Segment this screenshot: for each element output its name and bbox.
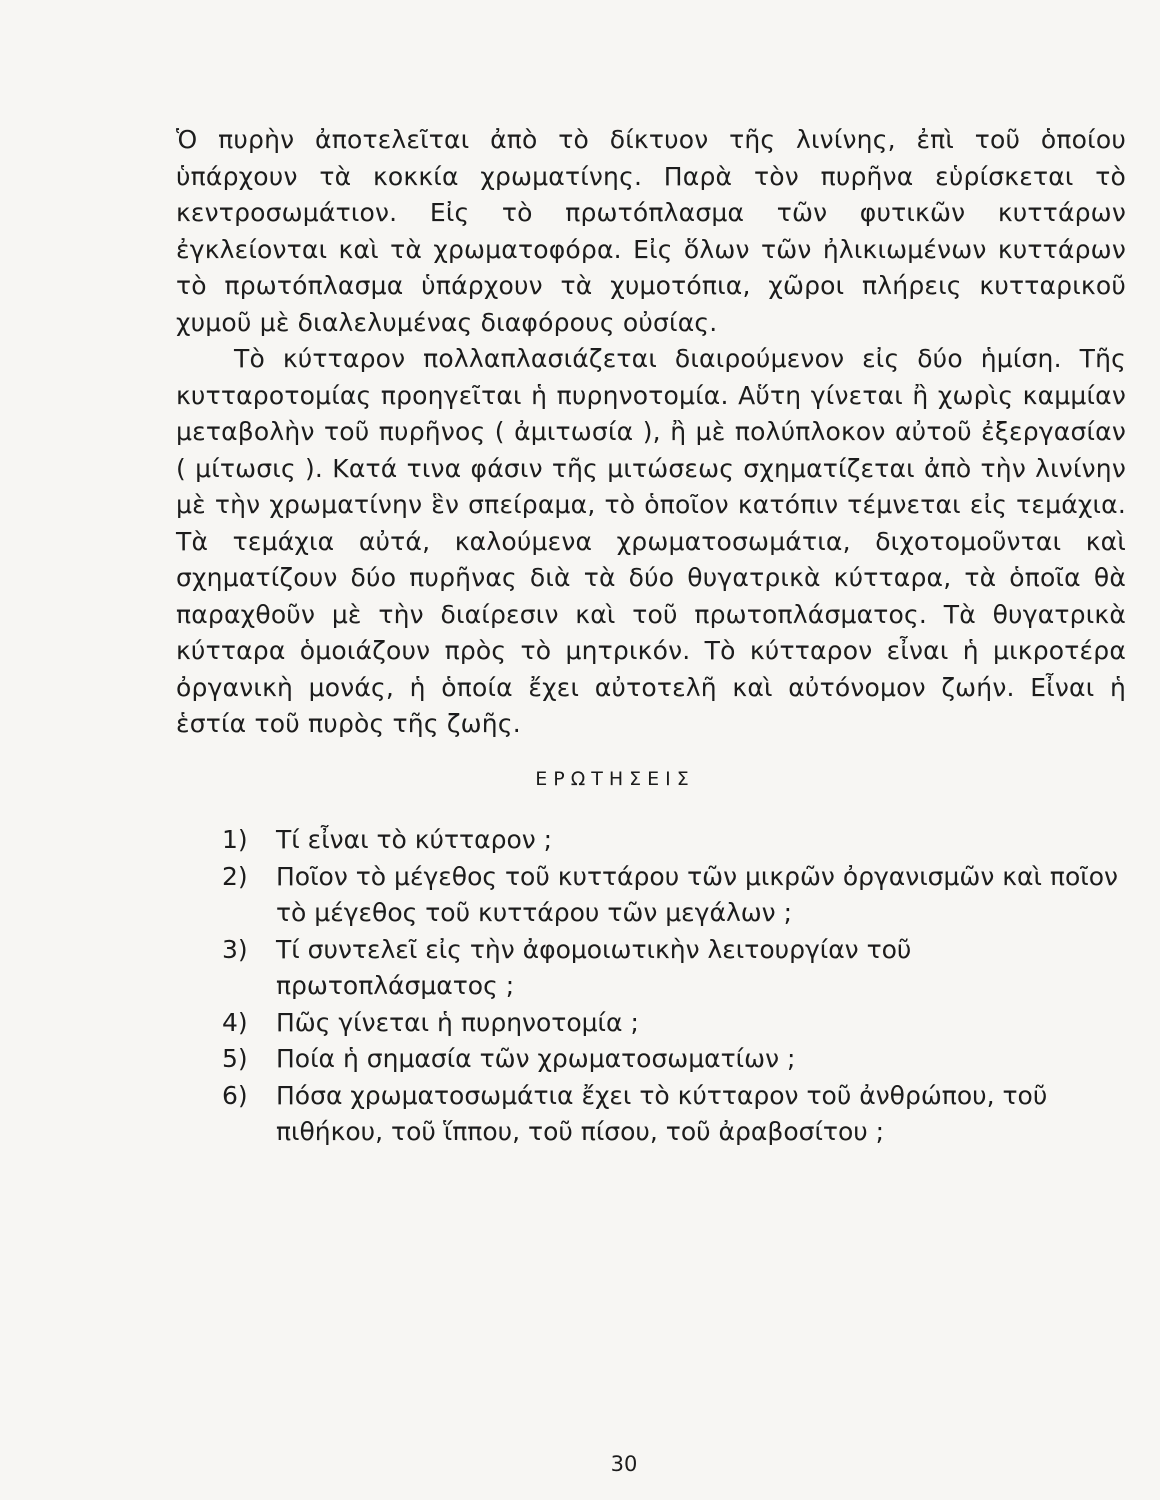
question-text: Πῶς γίνεται ἡ πυρηνοτομία ;	[276, 1007, 639, 1037]
question-item	[222, 859, 1122, 932]
question-item	[222, 1041, 1122, 1078]
question-text: Ποία ἡ σημασία τῶν χρωματοσωματίων ;	[276, 1044, 796, 1073]
question-number: 5)	[222, 1044, 248, 1073]
question-item	[222, 1078, 1122, 1151]
question-number: 2)	[222, 861, 248, 891]
questions-heading: ΕΡΩΤΗΣΕΙΣ	[535, 768, 695, 790]
paragraph-cell-division: Τὸ κύτταρον πολλαπλασιάζεται διαιρούμενον εἰς δύο ἡμίση. Τῆς κυτταροτομίας προηγεῖται ἡ πυρηνοτομία. Αὕτη γίνεται ἢ χωρὶς καμμίαν μεταβολὴν τοῦ πυρῆνος ( ἀμιτωσία ), ἢ μὲ πολύπλοκον αὐτοῦ ἐξεργασίαν ( μίτωσις ). Κατά τινα φάσιν τῆς μιτώσεως σχηματίζεται ἀπὸ τὴν λινίνην μὲ τὴν χρωματίνην ἓν σπείραμα, τὸ ὁποῖον κατόπιν τέμνεται εἰς τεμάχια. Τὰ τεμάχια αὐτά, καλούμενα χρωματοσωμάτια, διχοτομοῦνται καὶ σχηματίζουν δύο πυρῆνας διὰ τὰ δύο θυγατρικὰ κύτταρα, τὰ ὁποῖα θὰ παραχθοῦν μὲ τὴν διαίρεσιν καὶ τοῦ πρωτοπλάσματος. Τὰ θυγατρικὰ κύτταρα ὁμοιάζουν πρὸς τὸ μητρικόν. Τὸ κύτταρον εἶναι ἡ μικροτέρα ὀργανικὴ μονάς, ἡ ὁποία ἔχει αὐτοτελῆ καὶ αὐτόνομον ζωήν. Εἶναι ἡ ἑστία τοῦ πυρὸς τῆς ζωῆς.	[176, 344, 1126, 738]
question-item	[222, 1005, 1122, 1042]
question-number: 6)	[222, 1080, 248, 1110]
question-item	[222, 932, 1122, 1005]
paragraph-nucleus: Ὁ πυρὴν ἀποτελεῖται ἀπὸ τὸ δίκτυον τῆς λινίνης, ἐπὶ τοῦ ὁποίου ὑπάρχουν τὰ κοκκία χρωματίνης. Παρὰ τὸν πυρῆνα εὑρίσκεται τὸ κεντροσωμάτιον. Εἰς τὸ πρωτόπλασμα τῶν φυτικῶν κυττάρων ἐγκλείονται καὶ τὰ χρωματοφόρα. Εἰς ὅλων τῶν ἠλικιωμένων κυττάρων τὸ πρωτόπλασμα ὑπάρχουν τὰ χυμοτόπια, χῶροι πλήρεις κυτταρικοῦ χυμοῦ μὲ διαλελυμένας διαφόρους οὐσίας.	[176, 125, 1126, 337]
question-item	[222, 822, 1122, 859]
question-text: Ποῖον τὸ μέγεθος τοῦ κυττάρου τῶν μικρῶν ὀργανισμῶν καὶ ποῖον τὸ μέγεθος τοῦ κυττάρου τῶν μεγάλων ;	[276, 861, 1118, 927]
question-number: 1)	[222, 825, 248, 854]
questions-list	[222, 822, 1122, 1151]
body-text	[176, 122, 1126, 743]
page-number: 30	[610, 1452, 638, 1476]
question-number: 3)	[222, 934, 248, 964]
question-text: Τί συντελεῖ εἰς τὴν ἀφομοιωτικὴν λειτουργίαν τοῦ πρωτοπλάσματος ;	[276, 934, 912, 1000]
question-text: Τί εἶναι τὸ κύτταρον ;	[276, 825, 553, 854]
question-number: 4)	[222, 1007, 248, 1037]
question-text: Πόσα χρωματοσωμάτια ἔχει τὸ κύτταρον τοῦ ἀνθρώπου, τοῦ πιθήκου, τοῦ ἵππου, τοῦ πίσου, τοῦ ἀραβοσίτου ;	[276, 1080, 1048, 1146]
